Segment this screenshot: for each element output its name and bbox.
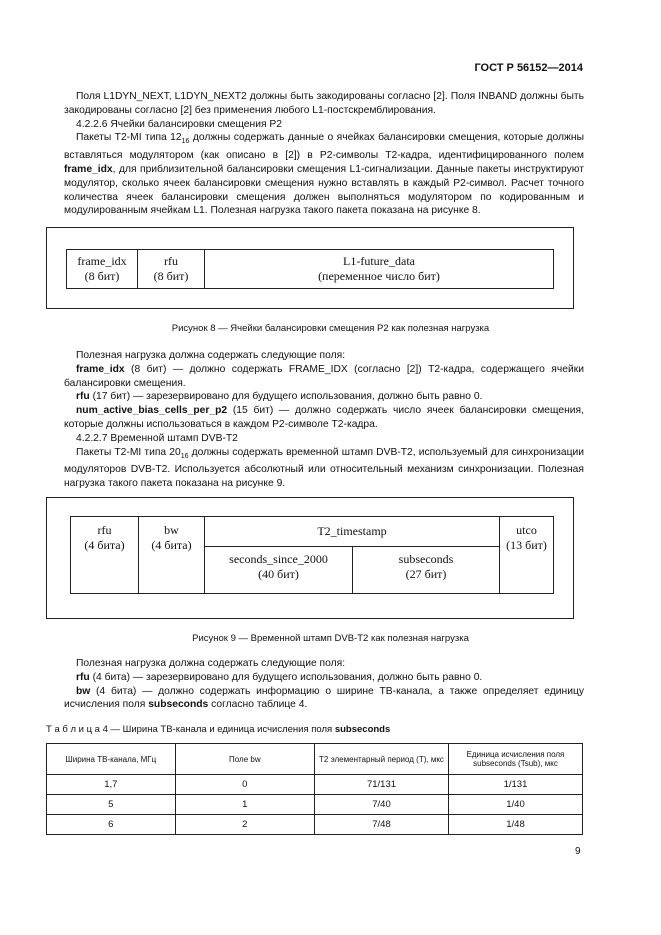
paragraph-l1dyn: Поля L1DYN_NEXT, L1DYN_NEXT2 должны быть закодированы согласно [2]. Поля INBAND должны быть закодированы согласно [2] без применения любого L1-постскремблирования. [64, 91, 584, 116]
table-cell: 71/131 [314, 775, 448, 795]
body-text-bottom [64, 657, 584, 712]
section-heading-4226: 4.2.2.6 Ячейки балансировки смещения Р2 [76, 118, 283, 130]
table-cell: 1 [175, 795, 314, 815]
fig9-cell-t2-timestamp: T2_timestamp [204, 516, 500, 547]
table-cell: 2 [175, 815, 314, 835]
table-header-cell: Ширина ТВ-канала, МГц [47, 744, 176, 775]
fig9-cell-utco: utco (13 бит) [499, 516, 554, 594]
fig8-cell-l1-future-data: L1-future_data (переменное число бит) [204, 249, 554, 289]
field-frame-idx: frame_idx (8 бит) — должно содержать FRAME_IDX (согласно [2]) Т2-кадра, содержащего ячейки балансировки смещения. [64, 363, 584, 389]
table-row [47, 775, 583, 795]
document-id: ГОСТ Р 56152—2014 [474, 62, 583, 74]
fig8-cell-rfu: rfu (8 бит) [137, 249, 205, 289]
body-text-mid [64, 349, 584, 491]
fig9-cell-bw: bw (4 бита) [138, 516, 205, 594]
page-number: 9 [575, 846, 581, 857]
table-4-caption: Т а б л и ц а 4 — Ширина ТВ-канала и единица исчисления поля subseconds [46, 724, 391, 735]
table-header-cell: Единица исчисления поля subseconds (Tsub), мкс [448, 744, 582, 775]
section-heading-4227: 4.2.2.7 Временной штамп DVB-T2 [76, 432, 238, 444]
table-cell: 1/48 [448, 815, 582, 835]
table-cell: 1/131 [448, 775, 582, 795]
fields9-intro: Полезная нагрузка должна содержать следующие поля: [76, 658, 346, 669]
paragraph-4226: Пакеты Т2-MI типа $12_{16}$ должны содержать данные о ячейках балансировки смещения, которые должны вставляться модулятором (как описано в [2]) в Р2-символы Т2-кадра, идентифицированного полем frame_idx, для приблизительной балансировки смещения L1-сигнализации. Данные пакеты инструктируют модулятор, сколько ячеек балансировки смещения нужно вставлять в каждый Р2-символ. Расчет точного количества ячеек балансировки смещения должен выполняться модулятором по кодированным и модулированным ячейкам L1. Полезная нагрузка такого пакета показана на рисунке 8. [64, 132, 584, 217]
fig9-cell-seconds-since-2000: seconds_since_2000 (40 бит) [204, 546, 353, 594]
table-header-cell: Поле bw [175, 744, 314, 775]
table-header-cell: Т2 элементарный период (Т), мкс [314, 744, 448, 775]
table-cell: 1/40 [448, 795, 582, 815]
figure-9-caption: Рисунок 9 — Временной штамп DVB-T2 как полезная нагрузка [192, 633, 469, 644]
fields8-intro: Полезная нагрузка должна содержать следующие поля: [76, 350, 346, 361]
table-cell: 5 [47, 795, 176, 815]
table-cell: 7/40 [314, 795, 448, 815]
table-row [47, 815, 583, 835]
body-text-top [64, 90, 584, 218]
table-cell: 0 [175, 775, 314, 795]
field-rfu-17: rfu (17 бит) — зарезервировано для будущего использования, должно быть равно 0. [76, 391, 483, 403]
table-row [47, 795, 583, 815]
table-cell: 7/48 [314, 815, 448, 835]
field-rfu-4: rfu (4 бита) — зарезервировано для будущего использования, должно быть равно 0. [76, 671, 483, 683]
table-cell: 1,7 [47, 775, 176, 795]
table-4 [46, 743, 583, 835]
paragraph-4227: Пакеты Т2-MI типа $20_{16}$ должны содержать временной штамп DVB-T2, используемый для синхронизации модуляторов DVB-T2. Используется абсолютный или относительный механизм синхронизации. Полезная нагрузка такого пакета показана на рисунке 9. [64, 446, 584, 490]
fig9-cell-rfu: rfu (4 бита) [70, 516, 139, 594]
fig8-cell-frame-idx: frame_idx (8 бит) [66, 249, 138, 289]
field-num-active-bias: num_active_bias_cells_per_p2 (15 бит) — должно содержать число ячеек балансировки смещения, которые должны использоваться в каждом Р2-символе Т2-кадра. [64, 405, 584, 430]
table-cell: 6 [47, 815, 176, 835]
table-header-row [47, 744, 583, 775]
field-bw: bw (4 бита) — должно содержать информацию о ширине ТВ-канала, а также определяет единицу исчисления поля subseconds согласно таблице 4. [64, 685, 584, 711]
fig9-cell-subseconds: subseconds (27 бит) [352, 546, 500, 594]
figure-8-caption: Рисунок 8 — Ячейки балансировки смещения Р2 как полезная нагрузка [171, 323, 490, 334]
